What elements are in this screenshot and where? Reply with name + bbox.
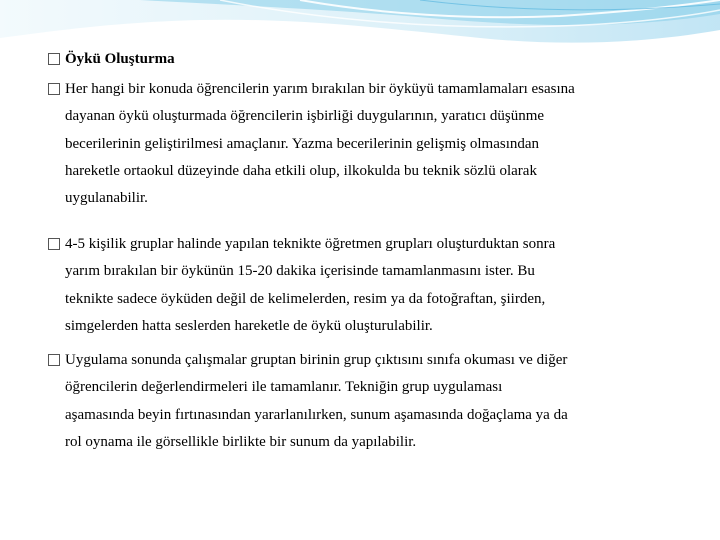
- bullet-text-line: aşamasında beyin fırtınasından yararlanılırken, sunum aşamasında doğaçlama ya da: [65, 407, 568, 423]
- bullet-text-line: uygulanabilir.: [65, 190, 148, 206]
- bullet-text-line: becerilerinin geliştirilmesi amaçlanır. Yazma becerilerinin gelişmiş olmasından: [65, 136, 540, 152]
- bullet-box-icon: [48, 53, 60, 65]
- bullet-text-line: teknikte sadece öyküden değil de kelimelerden, resim ya da fotoğraftan, şiirden,: [65, 291, 546, 307]
- bullet-text-line: yarım bırakılan bir öykünün 15-20 dakika içerisinde tamamlanmasını ister. Bu: [65, 263, 535, 279]
- bullet-text-line: Her hangi bir konuda öğrencilerin yarım bırakılan bir öyküyü tamamlamaları esasına: [65, 81, 575, 97]
- bullet-text-line: 4-5 kişilik gruplar halinde yapılan teknikte öğretmen grupları oluşturduktan sonra: [65, 236, 556, 252]
- bullet-box-icon: [48, 83, 60, 95]
- bullet-text-line: rol oynama ile görsellikle birlikte bir sunum da yapılabilir.: [65, 434, 417, 450]
- bullet-text-line: öğrencilerin değerlendirmeleri ile tamamlanır. Tekniğin grup uygulaması: [65, 379, 503, 395]
- bullet-text-line: dayanan öykü oluşturmada öğrencilerin işbirliği duygularının, yaratıcı düşünme: [65, 108, 545, 124]
- bullet-text-line: Uygulama sonunda çalışmalar gruptan birinin grup çıktısını sınıfa okuması ve diğer: [65, 352, 568, 368]
- bullet-text-line: simgelerden hatta seslerden hareketle de öykü oluşturulabilir.: [65, 318, 433, 334]
- bullet-box-icon: [48, 354, 60, 366]
- bullet-text-line: hareketle ortaokul düzeyinde daha etkili olup, ilkokulda bu teknik sözlü olarak: [65, 163, 537, 179]
- slide-title: Öykü Oluşturma: [65, 51, 175, 67]
- bullet-box-icon: [48, 238, 60, 250]
